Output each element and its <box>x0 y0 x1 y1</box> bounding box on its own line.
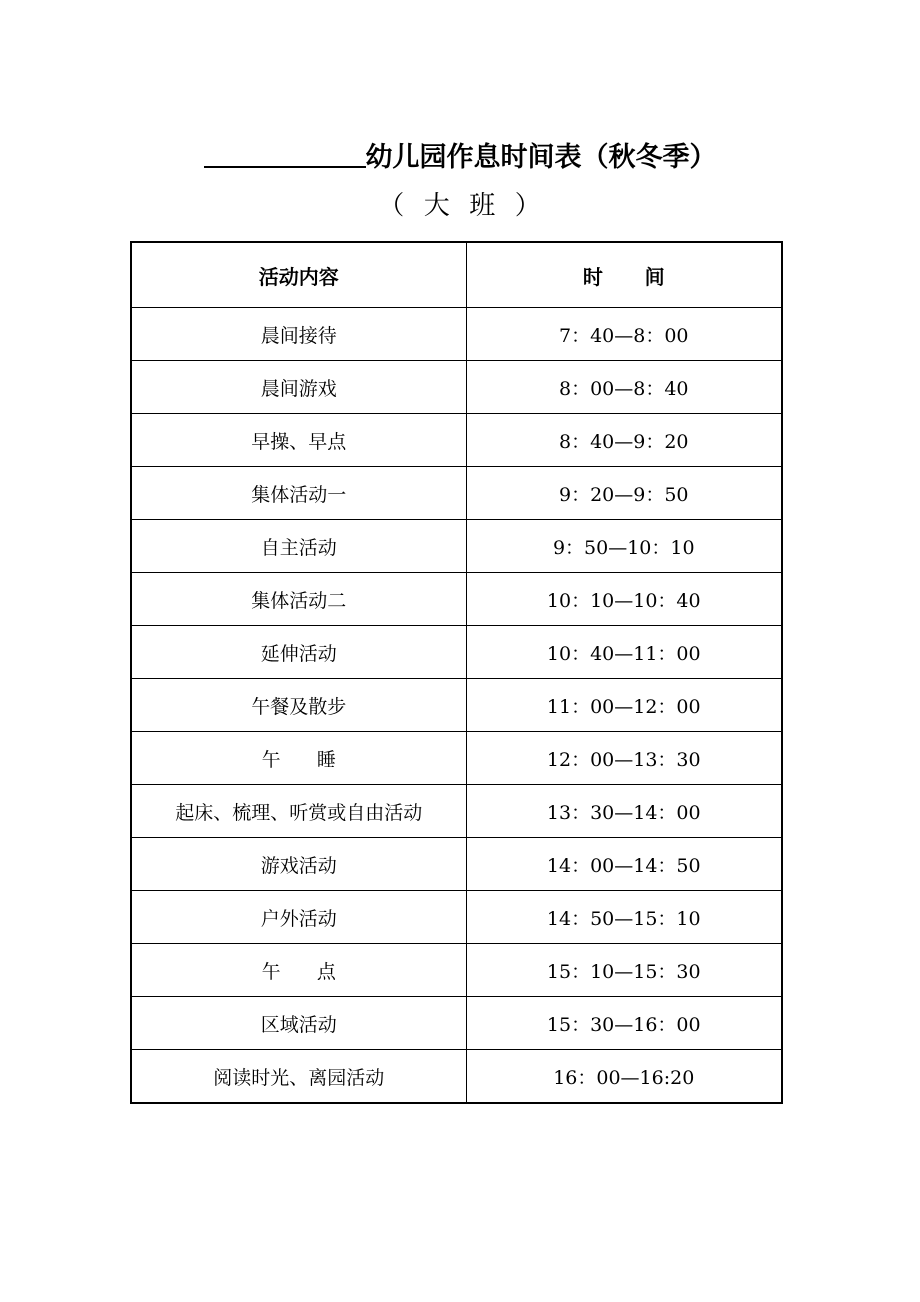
time-cell: 7：40—8：00 <box>466 308 782 361</box>
table-row <box>131 361 782 414</box>
time-cell: 13：30—14：00 <box>466 785 782 838</box>
table-row <box>131 997 782 1050</box>
activity-cell: 午 睡 <box>131 732 466 785</box>
time-cell: 11：00—12：00 <box>466 679 782 732</box>
time-cell: 8：00—8：40 <box>466 361 782 414</box>
activity-cell: 户外活动 <box>131 891 466 944</box>
page-subtitle: （ 大 班 ） <box>378 191 542 221</box>
table-row <box>131 732 782 785</box>
time-cell: 9：50—10：10 <box>466 520 782 573</box>
activity-cell: 游戏活动 <box>131 838 466 891</box>
header-activity: 活动内容 <box>131 242 466 308</box>
activity-cell: 自主活动 <box>131 520 466 573</box>
page-title-line <box>0 136 920 180</box>
activity-cell: 晨间游戏 <box>131 361 466 414</box>
time-cell: 14：00—14：50 <box>466 838 782 891</box>
table-row <box>131 308 782 361</box>
activity-cell: 区域活动 <box>131 997 466 1050</box>
time-cell: 14：50—15：10 <box>466 891 782 944</box>
table-row <box>131 944 782 997</box>
table-row <box>131 1050 782 1104</box>
table-row <box>131 467 782 520</box>
activity-cell: 午 点 <box>131 944 466 997</box>
activity-cell: 集体活动一 <box>131 467 466 520</box>
activity-cell: 延伸活动 <box>131 626 466 679</box>
header-time: 时 间 <box>466 242 782 308</box>
table-row <box>131 891 782 944</box>
time-cell: 15：30—16：00 <box>466 997 782 1050</box>
time-cell: 10：10—10：40 <box>466 573 782 626</box>
table-header-row <box>131 242 782 308</box>
table-row <box>131 626 782 679</box>
title-blank-underline <box>204 136 366 168</box>
time-cell: 10：40—11：00 <box>466 626 782 679</box>
table-row <box>131 679 782 732</box>
time-cell: 16：00—16:20 <box>466 1050 782 1104</box>
activity-cell: 晨间接待 <box>131 308 466 361</box>
time-cell: 12：00—13：30 <box>466 732 782 785</box>
table-row <box>131 573 782 626</box>
table-row <box>131 414 782 467</box>
activity-cell: 阅读时光、离园活动 <box>131 1050 466 1104</box>
activity-cell: 午餐及散步 <box>131 679 466 732</box>
activity-cell: 集体活动二 <box>131 573 466 626</box>
table-row <box>131 838 782 891</box>
activity-cell: 起床、梳理、听赏或自由活动 <box>131 785 466 838</box>
schedule-table <box>130 241 783 1104</box>
table-row <box>131 520 782 573</box>
time-cell: 9：20—9：50 <box>466 467 782 520</box>
page-title: 幼儿园作息时间表（秋冬季） <box>365 142 717 173</box>
table-row <box>131 785 782 838</box>
time-cell: 15：10—15：30 <box>466 944 782 997</box>
time-cell: 8：40—9：20 <box>466 414 782 467</box>
activity-cell: 早操、早点 <box>131 414 466 467</box>
